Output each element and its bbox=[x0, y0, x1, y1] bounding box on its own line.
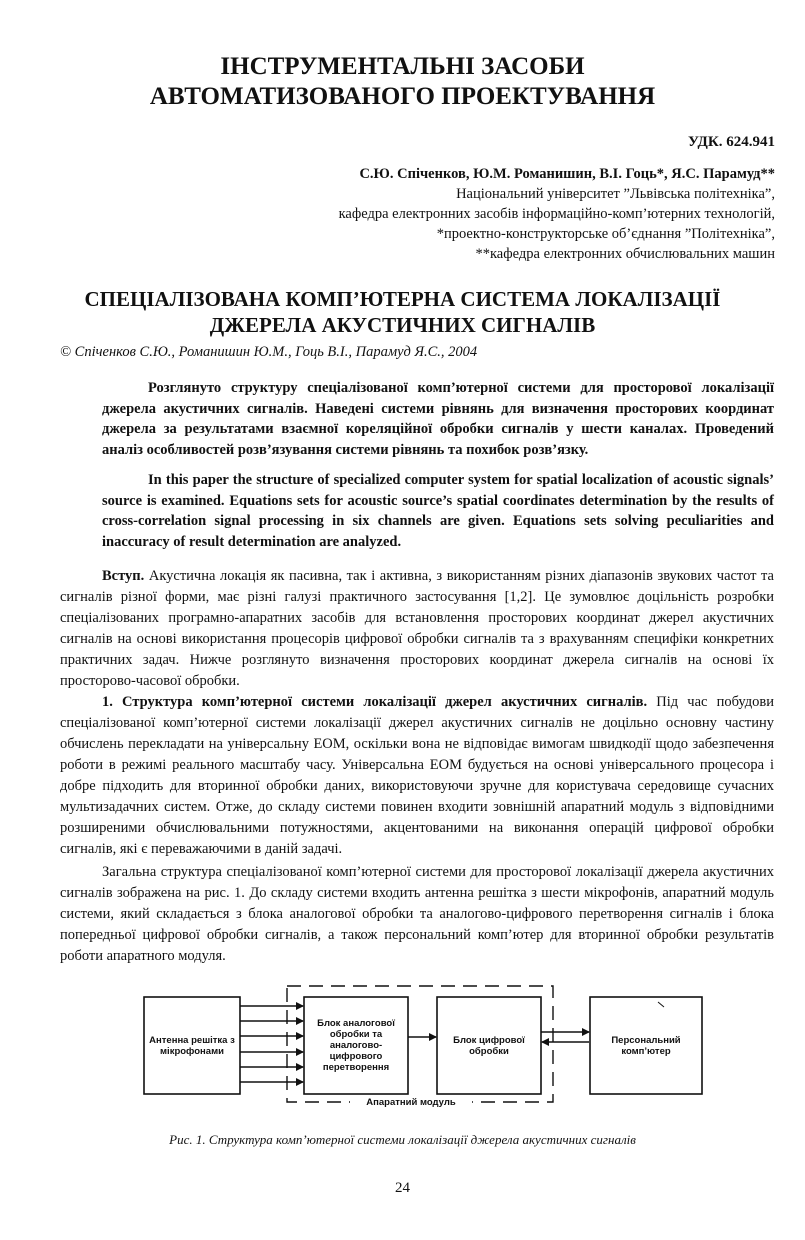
affiliation-line: **кафедра електронних обчислювальних машин bbox=[475, 246, 775, 262]
paragraph-structure: Загальна структура спеціалізованої комп’ютерної системи для просторової локалізації джерела акустичних сигналів зображена на рис. 1. До складу системи входить антенна решітка з шести мікрофонів, апаратний модуль системи, який складається з блока аналогової обробки та аналогово-цифрового перетворення сигналів і блока попередньої цифрової обробки сигналів, а також персональний комп’ютер для вторинної обробки результатів роботи апаратного модуля. bbox=[60, 864, 774, 964]
paragraph-section-1 bbox=[60, 692, 774, 860]
digital-processing-box: Блок цифрової обробки bbox=[453, 1034, 525, 1057]
affiliation-line: *проектно-конструкторське об’єднання ”Політехніка”, bbox=[436, 226, 775, 242]
section-title-line-2: АВТОМАТИЗОВАНОГО ПРОЕКТУВАННЯ bbox=[149, 83, 656, 110]
affiliation-line: Національний університет ”Львівська політехніка”, bbox=[456, 186, 775, 202]
paragraph-text: Акустична локація як пасивна, так і активна, з використанням різних діапазонів звукових частот та сигналів різної форми, має різні галузі практичного застосування [1,2]. Це зумовлює доцільність розробки спеціалізованих програмно-апаратних засобів для встановлення просторових координат джерел акустичних сигналів на основі використання процесорів цифрової обробки сигналів та з врахуванням специфіки конкретних практичних задач. Нижче розглянуто визначення просторових координат джерела сигналів на основі їх просторово-часової обробки. bbox=[60, 568, 774, 689]
antenna-array-box: Антенна решітка з мікрофонами bbox=[149, 1034, 235, 1057]
article-title bbox=[0, 286, 805, 338]
analog-processing-box: Блок аналогової обробки та аналогово-цифрового перетворення bbox=[317, 1018, 395, 1073]
page-number: 24 bbox=[395, 1180, 410, 1196]
udk-code: УДК. 624.941 bbox=[688, 134, 775, 150]
paragraph-lead: Вступ. bbox=[102, 568, 145, 584]
section-title bbox=[0, 52, 805, 112]
microphone-signal-arrows bbox=[240, 1006, 303, 1082]
abstract-ukrainian: Розглянуто структуру спеціалізованої комп’ютерної системи для просторової локалізації джерела акустичних сигналів. Наведені системи рівнянь для визначення просторових координат джерела за результатами взаємної кореляційної обробки сигналів у шести каналах. Проведений аналіз особливостей розв’язування системи рівнянь та похибок розв’язку. bbox=[102, 380, 774, 458]
article-title-line-2: ДЖЕРЕЛА АКУСТИЧНИХ СИГНАЛІВ bbox=[209, 313, 596, 337]
section-title-line-1: ІНСТРУМЕНТАЛЬНІ ЗАСОБИ bbox=[220, 53, 585, 80]
digital-pc-bidirectional-arrow bbox=[541, 1032, 589, 1042]
personal-computer-box: Персональний комп’ютер bbox=[611, 1034, 681, 1057]
paragraph-introduction bbox=[60, 566, 774, 692]
author-names: С.Ю. Спіченков, Ю.М. Романишин, В.І. Гоць*, Я.С. Парамуд** bbox=[359, 166, 775, 182]
copyright-line: © Спіченков С.Ю., Романишин Ю.М., Гоць В.І., Парамуд Я.С., 2004 bbox=[60, 344, 478, 360]
figure-block-diagram bbox=[140, 982, 710, 1122]
figure-caption: Рис. 1. Структура комп’ютерної системи локалізації джерела акустичних сигналів bbox=[169, 1132, 636, 1147]
hardware-module-label: Апаратний модуль bbox=[366, 1096, 456, 1108]
author-block bbox=[339, 164, 775, 264]
paragraph-text: Під час побудови спеціалізованої комп’ютерної системи локалізації джерел акустичних сигналів не доцільно основну частину обчислень перекладати на універсальну ЕОМ, оскільки вона не відповідає вимогам швидкодії щодо забезпечення роботи в режимі реального масштабу часу. Універсальна ЕОМ будується на основі універсального процесора і добре підходить для вторинної обробки даних, використовуючи зручне для користувача середовище сучасних мультизадачних систем. Отже, до складу системи повинен входити зовнішній апаратний модуль з відповідними розширеними обчислювальними потужностями, акцентованими на виконання операцій цифрової обробки сигналів, які є переважаючими в даній задачі. bbox=[60, 694, 774, 857]
article-title-line-1: СПЕЦІАЛІЗОВАНА КОМП’ЮТЕРНА СИСТЕМА ЛОКАЛІЗАЦІЇ bbox=[84, 287, 721, 311]
section-heading: 1. Структура комп’ютерної системи локалізації джерел акустичних сигналів. bbox=[102, 694, 648, 710]
affiliation-line: кафедра електронних засобів інформаційно-комп’ютерних технологій, bbox=[338, 206, 775, 222]
abstract-english: In this paper the structure of specialized computer system for spatial localization of acoustic signals’ source is examined. Equations sets for acoustic source’s spatial coordinates determination by the results of cross-correlation signal processing in six channels are given. Equations sets solving peculiarities and inaccuracy of result determination are analyzed. bbox=[102, 472, 774, 550]
